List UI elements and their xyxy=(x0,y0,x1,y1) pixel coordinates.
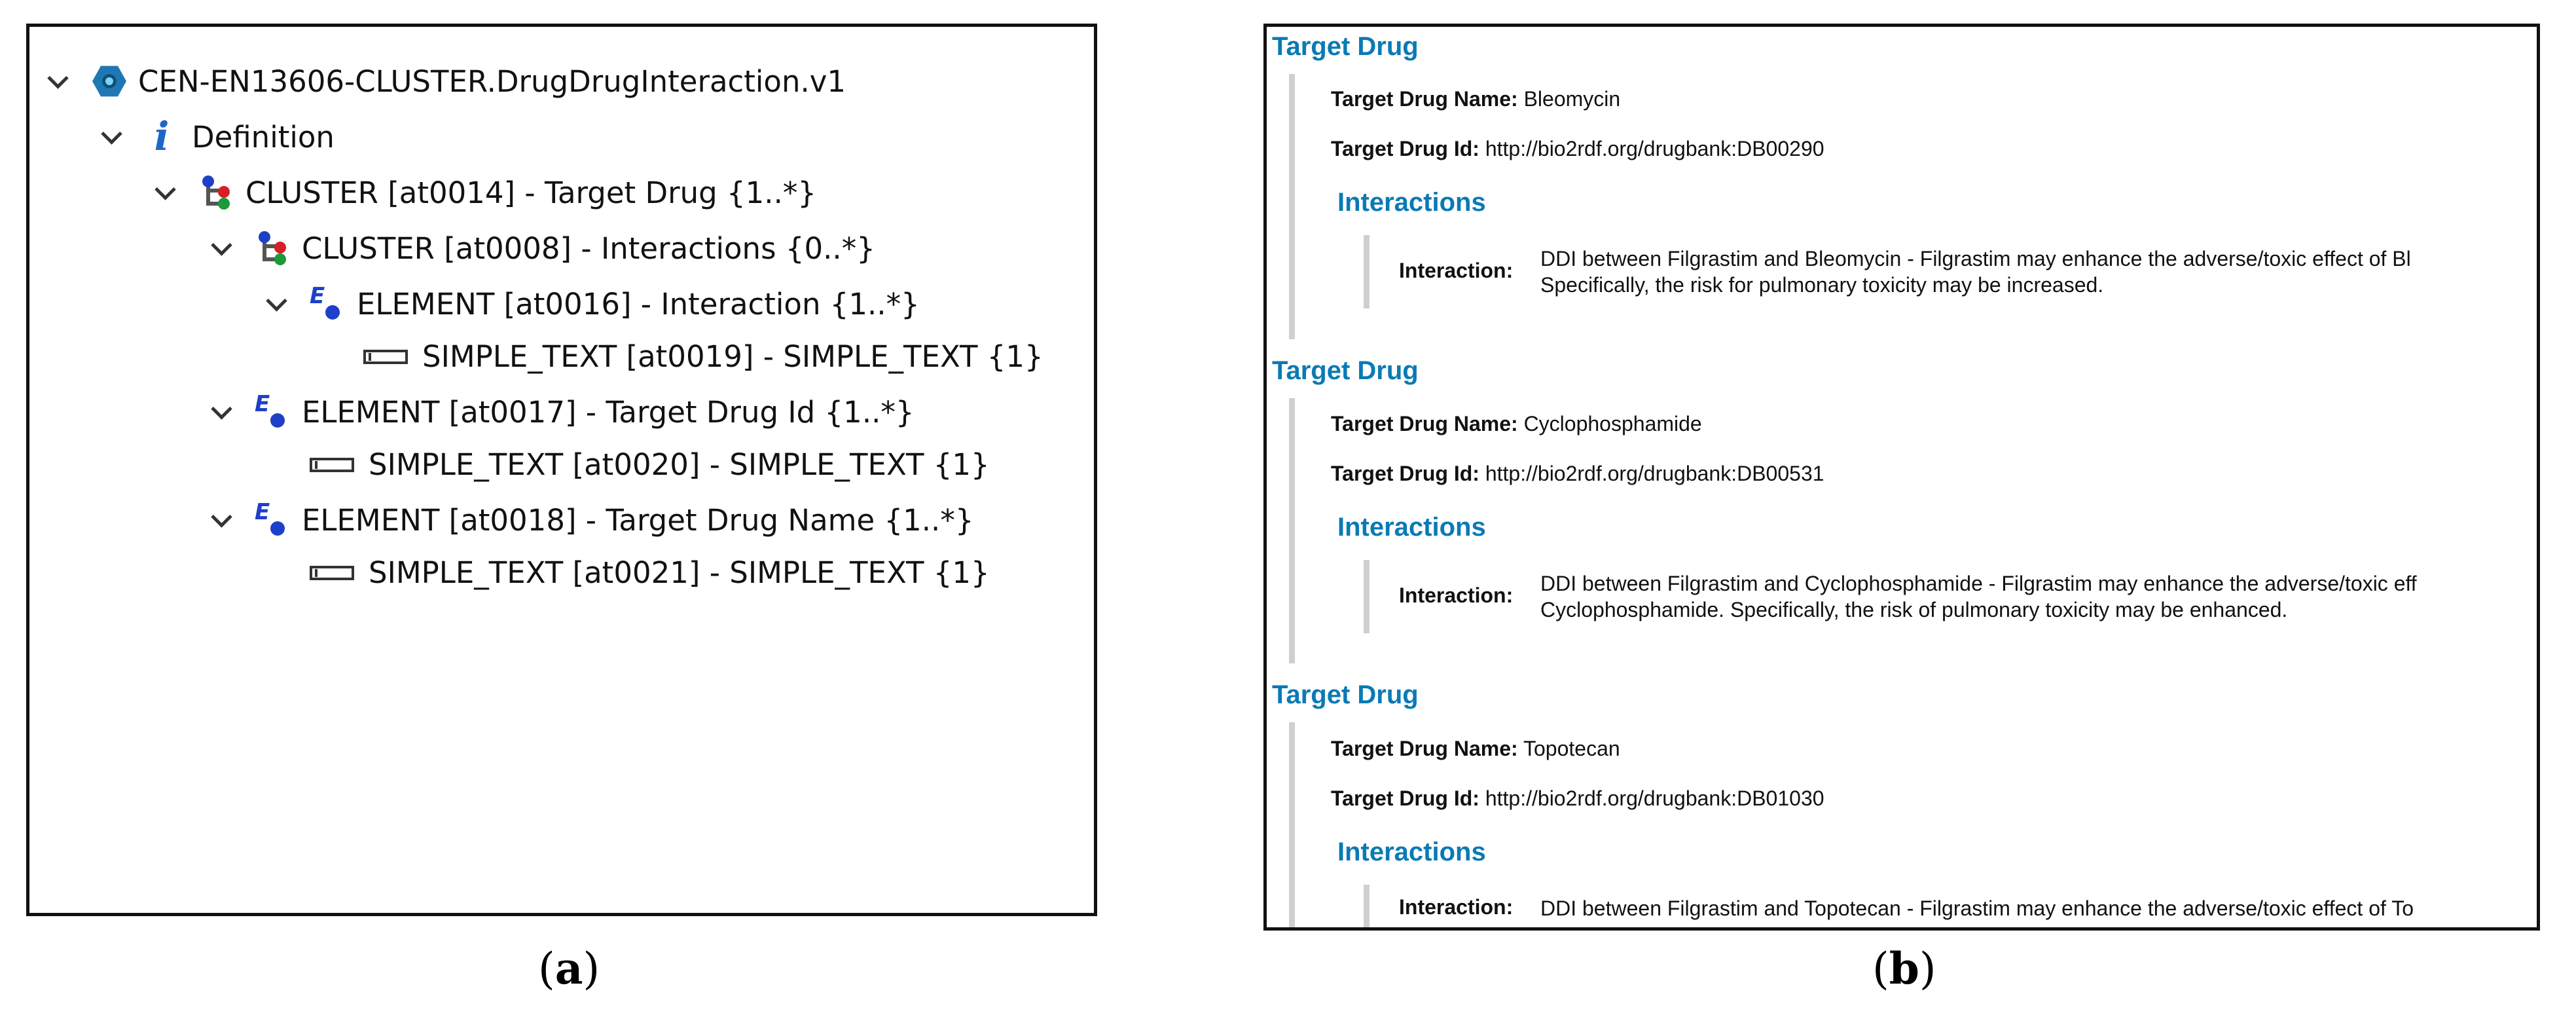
cluster-icon xyxy=(253,229,290,268)
chevron-down-icon[interactable] xyxy=(101,128,120,146)
interaction-text: DDI between Filgrastim and Topotecan - Filgrastim may enhance the adverse/toxic effect of To xyxy=(1540,897,2414,920)
interaction-label: Interaction: xyxy=(1399,259,1514,282)
tree-row-element-target-drug-id[interactable] xyxy=(211,389,915,435)
tree-row-cluster-interactions[interactable] xyxy=(211,225,875,271)
chevron-down-icon[interactable] xyxy=(211,239,230,257)
archetype-tree-panel xyxy=(26,24,1097,916)
tree-row-element-interaction[interactable] xyxy=(266,281,920,327)
chevron-down-icon[interactable] xyxy=(155,183,173,202)
archetype-icon xyxy=(90,62,126,101)
section-title: Target Drug xyxy=(1272,32,1419,61)
tree-label: SIMPLE_TEXT [at0019] - SIMPLE_TEXT {1} xyxy=(422,339,1043,374)
tree-label: SIMPLE_TEXT [at0020] - SIMPLE_TEXT {1} xyxy=(369,447,990,482)
chevron-down-icon[interactable] xyxy=(266,295,285,313)
element-icon: E xyxy=(253,392,290,432)
tree-row-simple-text-at0020[interactable] xyxy=(310,441,990,487)
tree-label: ELEMENT [at0016] - Interaction {1..*} xyxy=(357,286,920,322)
tree-row-simple-text-at0019[interactable] xyxy=(363,333,1043,379)
section-indent-bar xyxy=(1289,398,1295,663)
caption-b: (b) xyxy=(1872,943,1936,994)
section-title: Target Drug xyxy=(1272,680,1419,709)
text-field-icon xyxy=(363,337,410,376)
tree-row-element-target-drug-name[interactable] xyxy=(211,497,973,543)
target-drug-name-field: Target Drug Name: Bleomycin xyxy=(1331,87,1621,111)
tree-label: CLUSTER [at0014] - Target Drug {1..*} xyxy=(245,175,817,210)
interaction-label: Interaction: xyxy=(1399,583,1514,607)
interactions-title: Interactions xyxy=(1337,188,1486,217)
info-icon: i xyxy=(154,114,170,160)
interaction-text: DDI between Filgrastim and Bleomycin - Filgrastim may enhance the adverse/toxic effect of Bl Specifically, the risk for pulmonary toxicity may be increased. xyxy=(1540,247,2411,297)
tree-row-cluster-target-drug[interactable] xyxy=(155,170,816,215)
chevron-down-icon[interactable] xyxy=(211,403,230,421)
tree-label: ELEMENT [at0018] - Target Drug Name {1..*} xyxy=(302,502,974,538)
caption-a: (a) xyxy=(538,943,600,994)
target-drug-name-field: Target Drug Name: Topotecan xyxy=(1331,737,1620,760)
interaction-text: DDI between Filgrastim and Cyclophosphamide - Filgrastim may enhance the adverse/toxic eff Cyclophosphamide. Specifically, the risk of pulmonary toxicity may be enhanced. xyxy=(1540,572,2417,621)
target-drug-name-field: Target Drug Name: Cyclophosphamide xyxy=(1331,412,1702,435)
interaction-indent-bar xyxy=(1364,885,1370,931)
section-indent-bar xyxy=(1289,74,1295,339)
element-icon: E xyxy=(308,284,345,324)
target-drug-id-field: Target Drug Id: http://bio2rdf.org/drugbank:DB00531 xyxy=(1331,462,1824,485)
tree-label: CLUSTER [at0008] - Interactions {0..*} xyxy=(302,231,875,266)
interaction-indent-bar xyxy=(1364,560,1370,633)
interaction-indent-bar xyxy=(1364,235,1370,308)
tree-row-definition[interactable] xyxy=(101,114,335,160)
tree-label: CEN-EN13606-CLUSTER.DrugDrugInteraction.v1 xyxy=(138,64,846,99)
interactions-title: Interactions xyxy=(1337,838,1486,866)
cluster-icon xyxy=(197,173,234,212)
interaction-label: Interaction: xyxy=(1399,895,1514,919)
tree-row-archetype[interactable] xyxy=(48,58,846,104)
element-icon: E xyxy=(253,500,290,540)
text-field-icon xyxy=(310,553,357,592)
rendered-form-panel xyxy=(1263,24,2540,931)
interactions-title: Interactions xyxy=(1337,513,1486,542)
tree-label: SIMPLE_TEXT [at0021] - SIMPLE_TEXT {1} xyxy=(369,555,990,590)
section-indent-bar xyxy=(1289,722,1295,931)
chevron-down-icon[interactable] xyxy=(211,511,230,529)
target-drug-id-field: Target Drug Id: http://bio2rdf.org/drugbank:DB00290 xyxy=(1331,137,1824,160)
section-title: Target Drug xyxy=(1272,356,1419,385)
chevron-down-icon[interactable] xyxy=(48,72,66,90)
tree-row-simple-text-at0021[interactable] xyxy=(310,549,990,595)
tree-label: Definition xyxy=(192,119,335,155)
text-field-icon xyxy=(310,445,357,484)
target-drug-id-field: Target Drug Id: http://bio2rdf.org/drugbank:DB01030 xyxy=(1331,786,1824,810)
tree-label: ELEMENT [at0017] - Target Drug Id {1..*} xyxy=(302,394,915,430)
